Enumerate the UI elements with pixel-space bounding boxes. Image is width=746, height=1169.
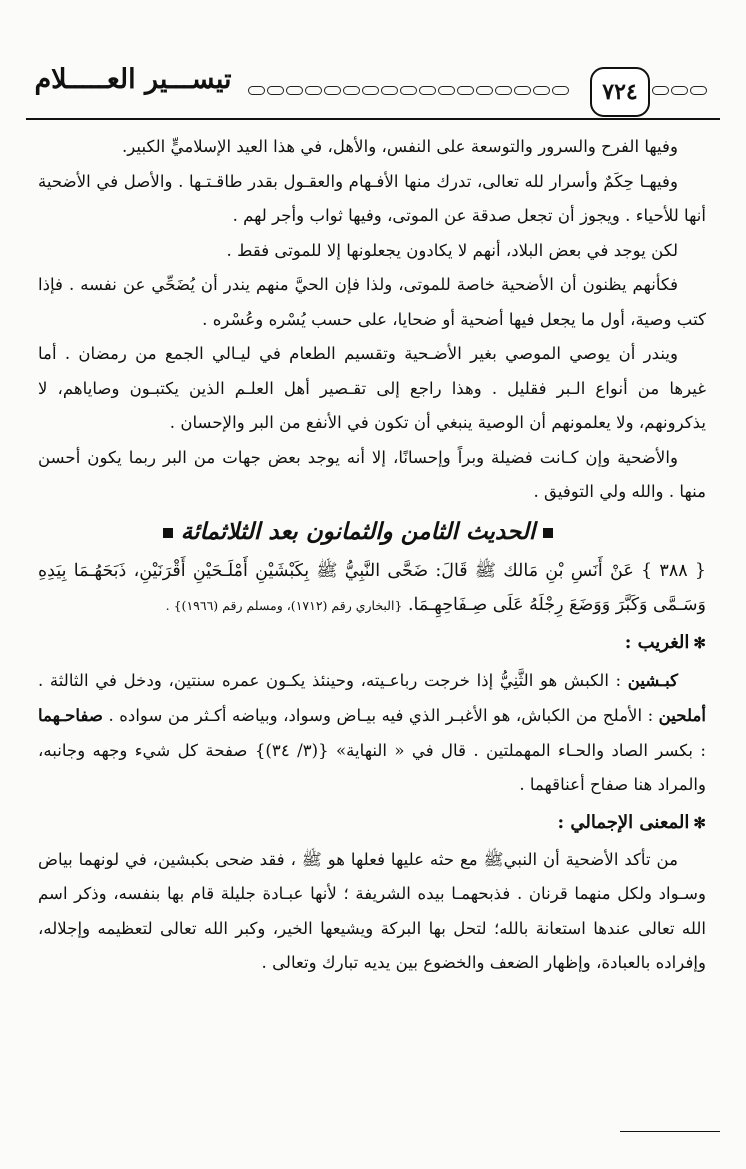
hadith-body: { ٣٨٨ } عَنْ أَنَسِ بْنِ مَالك ﷺ قَالَ: ضَحَّى النَّبِيُّ ﷺ بِكَبْشَيْنِ أَمْلَـحَيْنِ أَقْرَنَيْنِ، ذَبَحَهُـمَا بِيَدِهِ وَسَـمَّى وَكَبَّرَ وَوَضَعَ رِجْلَهُ عَلَى صِـفَاحِهِـمَا.	[38, 560, 707, 615]
paragraph: وفيها الفرح والسرور والتوسعة على النفس، والأهل، في هذا العيد الإسلاميٍّ الكبير.	[122, 137, 678, 156]
page-body	[38, 130, 706, 981]
gharib-heading	[38, 623, 706, 663]
meaning-heading	[38, 803, 706, 843]
meaning-heading-text: المعنى الإجمالي :	[557, 811, 690, 833]
square-bullet-icon	[543, 528, 553, 538]
decorative-chain-ornament-small	[652, 86, 707, 98]
book-title: تيســـير العـــــلام	[34, 64, 232, 95]
paragraph: وفيهـا حِكَمٌ وأسرار لله تعالى، تدرك منها الأفـهام والعقـول بقدر طاقـتـها . والأصل في الأضحية أنها للأحياء . ويجوز أن تجعل صدقة عن الموتى، وفيها ثواب وأجر لهم .	[38, 171, 706, 225]
definition: : بكسر الصاد والحـاء المهملتين . قال في « النهاية» {(٣/ ٣٤)} صفحة كل شيء وجهه وجانبه، والمراد هنا صفاح أعناقهما .	[38, 740, 706, 794]
header-rule	[26, 118, 720, 120]
footer-rule	[620, 1131, 720, 1132]
hadith-text	[38, 554, 706, 623]
meaning-paragraph: من تأكد الأضحية أن النبيﷺ مع حثه عليها فعلها هو ﷺ ، فقد ضحى بكبشين، في لونهما بياض وسـواد ولكل منهما قرنان . فذبحهمـا بيده الشريفة ؛ لأنها عبـادة جليلة قام بها بنفسه، وذكر اسم الله تعالى عندها استعانة بالله؛ لتحل بها البركة ويشيعها الخير، وكبر الله تعالى لتعظيمه وإجلاله، وإفراده بالعبادة، وإظهار الضعف والخضوع بين يديه تبارك وتعالى .	[38, 849, 706, 972]
term: كبـشين	[627, 669, 678, 690]
gharib-definitions	[38, 663, 706, 803]
paragraph: لكن يوجد في بعض البلاد، أنهم لا يكادون يجعلونها إلا للموتى فقط .	[226, 240, 678, 260]
definition: : الأملح من الكباش، هو الأغبـر الذي فيه بيـاض وسواد، وبياضه أكـثر من سواده .	[102, 706, 659, 725]
star-bullet-icon: ✻	[693, 813, 706, 832]
section-title-text: الحديث الثامن والثمانون بعد الثلاثمائة	[180, 517, 536, 545]
definition: : الكبش هو الثَّنِيُّ إذا خرجت رباعـيته، وحينئذ يكـون عمره سنتين، ودخل في الثالثة .	[38, 670, 628, 690]
square-bullet-icon	[163, 528, 173, 538]
page-number: ٧٢٤	[590, 67, 650, 117]
hadith-source: {البخاري رقم (١٧١٢)، ومسلم رقم (١٩٦٦)} .	[165, 597, 403, 613]
term: أملحين	[658, 705, 706, 725]
term: صفاحـهما	[38, 705, 103, 725]
gharib-heading-text: الغريب :	[624, 631, 690, 653]
paragraph: فكأنهم يظنون أن الأضحية خاصة للموتى، ولذا فإن الحيَّ منهم يندر أن يُضَحِّي عن نفسه . فإذا كتب وصية، أول ما يجعل فيها أضحية أو ضحايا، على حسب يُسْره وعُسْره .	[38, 275, 706, 329]
star-bullet-icon: ✻	[693, 633, 706, 652]
decorative-chain-ornament	[248, 86, 569, 98]
paragraph: والأضحية وإن كـانت فضيلة وبراً وإحسانًا، إلا أنه يوجد بعض جهات من البر ربما يكون أحسن منها . والله ولي التوفيق .	[38, 447, 706, 501]
page-header	[0, 0, 746, 120]
section-title	[38, 510, 706, 554]
paragraph: ويندر أن يوصي الموصي بغير الأضـحية وتقسيم الطعام في ليـالي الجمع من رمضان . أما غيرها من أنواع الـبر فقليل . وهذا راجع إلى تقـصير أهل العلـم الذين يكتبـون وصاياهم، لا يذكرونهم، ولا يعلمونهم أن الوصية ينبغي أن تكون في الأنفع من البر والإحسان .	[38, 344, 706, 432]
